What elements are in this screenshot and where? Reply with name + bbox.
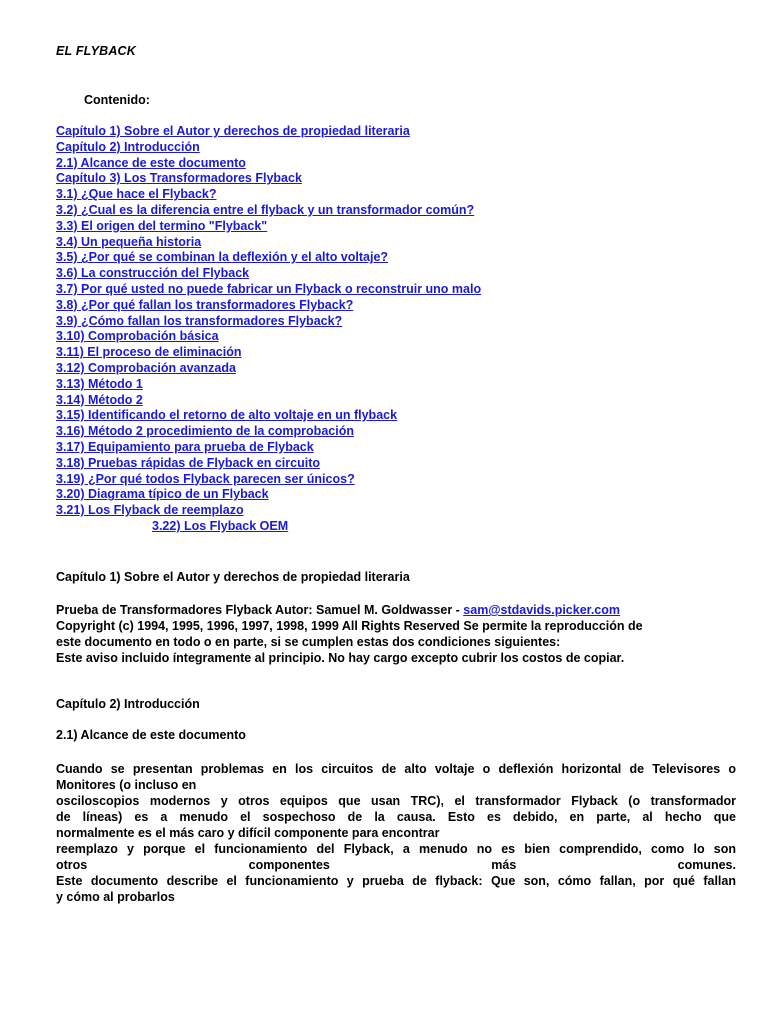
toc-link-3-8[interactable]: 3.8) ¿Por qué fallan los transformadores Flyback? (56, 297, 354, 312)
toc-link-3-1[interactable]: 3.1) ¿Que hace el Flyback? (56, 187, 217, 202)
toc-link-capitulo-1[interactable]: Capítulo 1) Sobre el Autor y derechos de propiedad literaria (56, 124, 410, 138)
author-text: Prueba de Transformadores Flyback Autor: Samuel M. Goldwasser - (56, 603, 464, 617)
toc-link-capitulo-3[interactable]: Capítulo 3) Los Transformadores Flyback (56, 171, 302, 186)
copyright-line-1: Copyright (c) 1994, 1995, 1996, 1997, 1998, 1999 All Rights Reserved Se permite la reproducción de (56, 619, 643, 633)
toc-link-3-15[interactable]: 3.15) Identificando el retorno de alto voltaje en un flyback (56, 408, 398, 423)
toc-link-3-7[interactable]: 3.7) Por qué usted no puede fabricar un Flyback o reconstruir uno malo (56, 281, 482, 296)
author-email-link[interactable]: sam@stdavids.picker.com (463, 603, 621, 617)
toc-link-3-17[interactable]: 3.17) Equipamiento para prueba de Flyback (56, 439, 314, 454)
toc-link-3-9[interactable]: 3.9) ¿Cómo fallan los transformadores Flyback? (56, 313, 343, 328)
toc-link-3-14[interactable]: 3.14) Método 2 (56, 392, 143, 407)
toc-link-3-21[interactable]: 3.21) Los Flyback de reemplazo (56, 503, 244, 518)
toc-link-3-12[interactable]: 3.12) Comprobación avanzada (56, 360, 236, 375)
section-2-1-heading: 2.1) Alcance de este documento (56, 728, 246, 742)
paragraph-line: Cuando se presentan problemas en los circuitos de alto voltaje o deflexión horizontal de Televisores o (56, 762, 736, 776)
toc-link-3-11[interactable]: 3.11) El proceso de eliminación (56, 345, 242, 360)
chapter-1-heading: Capítulo 1) Sobre el Autor y derechos de propiedad literaria (56, 570, 410, 584)
document-title: EL FLYBACK (56, 44, 137, 58)
toc-link-3-3[interactable]: 3.3) El origen del termino "Flyback" (56, 218, 268, 233)
copyright-line-2: este documento en todo o en parte, si se cumplen estas dos condiciones siguientes: (56, 635, 561, 649)
paragraph-line: y cómo al probarlos (56, 890, 175, 904)
paragraph-line: Monitores (o incluso en (56, 778, 197, 792)
toc-link-3-20[interactable]: 3.20) Diagrama típico de un Flyback (56, 487, 269, 502)
paragraph-line: reemplazo y porque el funcionamiento del Flyback, a menudo no es bien comprendido, como lo son (56, 842, 736, 856)
paragraph-line: normalmente es el más caro y difícil componente para encontrar (56, 826, 440, 840)
paragraph-line: Este documento describe el funcionamiento y prueba de flyback: Que son, cómo fallan, por qué fallan (56, 874, 736, 888)
toc-link-3-22[interactable]: 3.22) Los Flyback OEM (152, 518, 289, 533)
chapter-1-body (56, 602, 736, 666)
contents-heading: Contenido: (84, 93, 150, 107)
author-line (56, 602, 736, 618)
toc-link-2-1[interactable]: 2.1) Alcance de este documento (56, 155, 246, 170)
toc-link-3-13[interactable]: 3.13) Método 1 (56, 376, 143, 391)
paragraph-line: otros componentes más comunes. (56, 858, 736, 872)
toc-link-3-18[interactable]: 3.18) Pruebas rápidas de Flyback en circuito (56, 455, 320, 470)
conditions-line: Este aviso incluido íntegramente al principio. No hay cargo excepto cubrir los costos de copiar. (56, 651, 625, 665)
chapter-2-paragraph (56, 761, 736, 905)
chapter-2-heading: Capítulo 2) Introducción (56, 697, 200, 711)
toc-link-3-2[interactable]: 3.2) ¿Cual es la diferencia entre el flyback y un transformador común? (56, 202, 475, 217)
toc-link-capitulo-2[interactable]: Capítulo 2) Introducción (56, 139, 200, 154)
toc-link-3-16[interactable]: 3.16) Método 2 procedimiento de la comprobación (56, 424, 354, 439)
paragraph-line: osciloscopios modernos y otros equipos que usan TRC), el transformador Flyback (o transformador (56, 794, 736, 808)
toc-link-3-19[interactable]: 3.19) ¿Por qué todos Flyback parecen ser únicos? (56, 471, 355, 486)
table-of-contents (56, 124, 716, 535)
toc-link-3-6[interactable]: 3.6) La construcción del Flyback (56, 266, 250, 281)
toc-link-3-10[interactable]: 3.10) Comprobación básica (56, 329, 219, 344)
toc-link-3-5[interactable]: 3.5) ¿Por qué se combinan la deflexión y el alto voltaje? (56, 250, 389, 265)
paragraph-line: de líneas) es a menudo el sospechoso de la causa. Esto es debido, en parte, al hecho que (56, 810, 736, 824)
toc-link-3-4[interactable]: 3.4) Un pequeña historia (56, 234, 202, 249)
